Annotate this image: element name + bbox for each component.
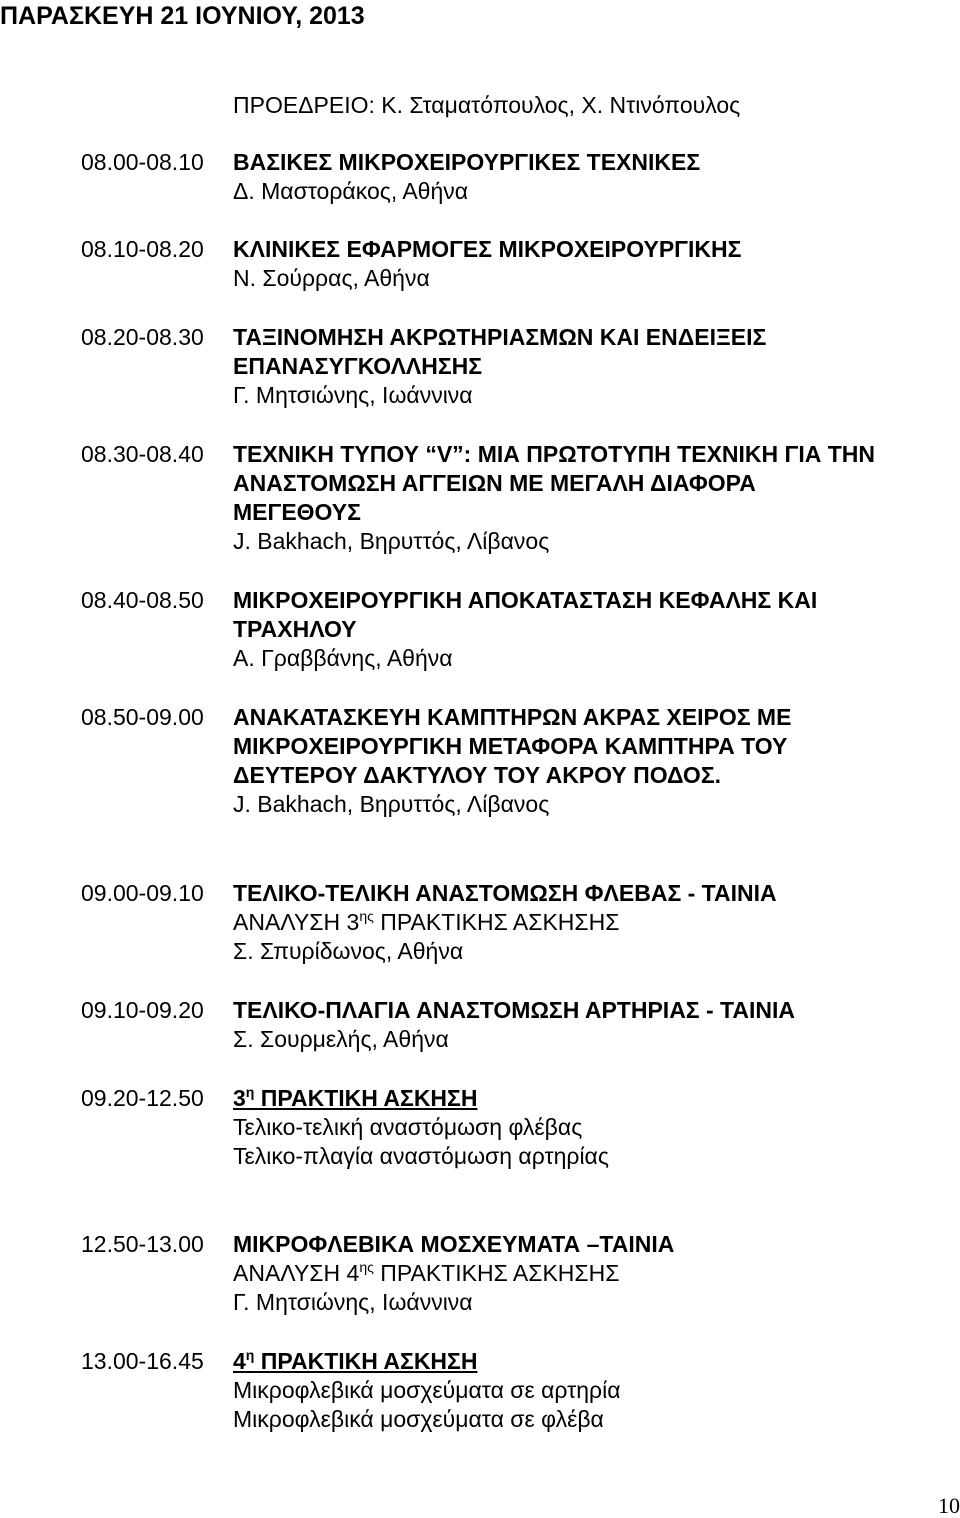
- entry-speaker: Σ. Σπυρίδωνος, Αθήνα: [233, 938, 464, 964]
- page-number: 10: [938, 1493, 960, 1518]
- entry-time: 13.00-16.45: [81, 1348, 204, 1374]
- entry-speaker: Α. Γραββάνης, Αθήνα: [233, 645, 453, 671]
- entry-speaker: Δ. Μαστοράκος, Αθήνα: [233, 178, 469, 204]
- entry-speaker: Γ. Μητσιώνης, Ιωάννινα: [233, 382, 473, 408]
- entry-time: 08.00-08.10: [81, 149, 204, 175]
- schedule-entry: [81, 148, 954, 206]
- schedule-entry: [81, 703, 954, 819]
- presidium-names: Κ. Σταματόπουλος, Χ. Ντινόπουλος: [374, 92, 741, 118]
- entry-title: ΤΑΞΙΝΟΜΗΣΗ ΑΚΡΩΤΗΡΙΑΣΜΩΝ ΚΑΙ ΕΝΔΕΙΞΕΙΣ: [233, 324, 767, 350]
- entry-title: ΜΙΚΡΟΦΛΕΒΙΚΑ ΜΟΣΧΕΥΜΑΤΑ –ΤΑΙΝΙΑ: [233, 1231, 675, 1257]
- schedule-entry: [81, 1084, 954, 1171]
- entry-item: Τελικο-πλαγία αναστόμωση αρτηρίας: [233, 1143, 609, 1169]
- presidium-separator: :: [368, 92, 375, 118]
- entry-title: ΑΝΑΚΑΤΑΣΚΕΥΗ ΚΑΜΠΤΗΡΩΝ ΑΚΡΑΣ ΧΕΙΡΟΣ ΜΕ: [233, 704, 792, 730]
- entry-speaker: Γ. Μητσιώνης, Ιωάννινα: [233, 1289, 473, 1315]
- entry-title: ΜΙΚΡΟΧΕΙΡΟΥΡΓΙΚΗ ΜΕΤΑΦΟΡΑ ΚΑΜΠΤΗΡΑ ΤΟΥ: [233, 733, 788, 759]
- page-title: ΠΑΡΑΣΚΕΥΗ 21 ΙΟΥΝΙΟΥ, 2013: [0, 2, 365, 30]
- entry-time: 09.20-12.50: [81, 1085, 204, 1111]
- entry-time: 08.20-08.30: [81, 324, 204, 350]
- entry-title: ΤΡΑΧΗΛΟΥ: [233, 616, 357, 642]
- entry-speaker: J. Bakhach, Βηρυττός, Λίβανος: [233, 528, 550, 554]
- entry-title: ΚΛΙΝΙΚΕΣ ΕΦΑΡΜΟΓΕΣ ΜΙΚΡΟΧΕΙΡΟΥΡΓΙΚΗΣ: [233, 236, 742, 262]
- entry-title: ΒΑΣΙΚΕΣ ΜΙΚΡΟΧΕΙΡΟΥΡΓΙΚΕΣ ΤΕΧΝΙΚΕΣ: [233, 149, 701, 175]
- schedule-entry: [81, 1230, 954, 1317]
- schedule-entry: [81, 1347, 954, 1434]
- entry-title: ΤΕΛΙΚΟ-ΤΕΛΙΚΗ ΑΝΑΣΤΟΜΩΣΗ ΦΛΕΒΑΣ - ΤΑΙΝΙΑ: [233, 880, 777, 906]
- entry-speaker: Ν. Σούρρας, Αθήνα: [233, 265, 430, 291]
- entry-time: 08.30-08.40: [81, 441, 204, 467]
- schedule-entry: [81, 440, 954, 556]
- entry-item: Μικροφλεβικά μοσχεύματα σε φλέβα: [233, 1406, 604, 1432]
- entry-item: Τελικο-τελική αναστόμωση φλέβας: [233, 1114, 583, 1140]
- entry-title: ΜΕΓΕΘΟΥΣ: [233, 499, 361, 525]
- entry-time: 08.50-09.00: [81, 704, 204, 730]
- presidium: [233, 90, 740, 120]
- schedule-entry: [81, 586, 954, 673]
- schedule-entry: [81, 323, 954, 410]
- entry-time: 09.10-09.20: [81, 997, 204, 1023]
- entry-title: ΕΠΑΝΑΣΥΓΚΟΛΛΗΣΗΣ: [233, 353, 483, 379]
- schedule-entry: [81, 235, 954, 293]
- entry-practical-title: $4^\eta$ ΠΡΑΚΤΙΚΗ ΑΣΚΗΣΗ: [233, 1347, 478, 1374]
- entry-time: 09.00-09.10: [81, 880, 204, 906]
- presidium-label: ΠΡΟΕΔΡΕΙΟ: [233, 92, 369, 118]
- schedule-entry: [81, 996, 954, 1054]
- entry-title: ΔΕΥΤΕΡΟΥ ΔΑΚΤΥΛΟΥ ΤΟΥ ΑΚΡΟΥ ΠΟΔΟΣ.: [233, 762, 722, 788]
- entry-title: ΤΕΛΙΚΟ-ΠΛΑΓΙΑ ΑΝΑΣΤΟΜΩΣΗ ΑΡΤΗΡΙΑΣ - ΤΑΙΝΙΑ: [233, 997, 795, 1023]
- schedule-entry: [81, 879, 954, 966]
- entry-analysis: ΑΝΑΛΥΣΗ $3^{\eta\varsigma}$ ΠΡΑΚΤΙΚΗΣ ΑΣΚΗΣΗΣ: [233, 908, 620, 935]
- entry-analysis: ΑΝΑΛΥΣΗ $4^{\eta\varsigma}$ ΠΡΑΚΤΙΚΗΣ ΑΣΚΗΣΗΣ: [233, 1259, 620, 1286]
- entry-time: 08.40-08.50: [81, 587, 204, 613]
- entry-title: ΑΝΑΣΤΟΜΩΣΗ ΑΓΓΕΙΩΝ ΜΕ ΜΕΓΑΛΗ ΔΙΑΦΟΡΑ: [233, 470, 756, 496]
- entry-time: 12.50-13.00: [81, 1231, 204, 1257]
- entry-item: Μικροφλεβικά μοσχεύματα σε αρτηρία: [233, 1377, 621, 1403]
- entry-speaker: Σ. Σουρμελής, Αθήνα: [233, 1026, 449, 1052]
- entry-practical-title: $3^\eta$ ΠΡΑΚΤΙΚΗ ΑΣΚΗΣΗ: [233, 1084, 478, 1111]
- entry-speaker: J. Bakhach, Βηρυττός, Λίβανος: [233, 791, 550, 817]
- entry-time: 08.10-08.20: [81, 236, 204, 262]
- entry-title: ΜΙΚΡΟΧΕΙΡΟΥΡΓΙΚΗ ΑΠΟΚΑΤΑΣΤΑΣΗ ΚΕΦΑΛΗΣ ΚΑΙ: [233, 587, 818, 613]
- entry-title: ΤΕΧΝΙΚΗ ΤΥΠΟΥ “V”: ΜΙΑ ΠΡΩΤΟΤΥΠΗ ΤΕΧΝΙΚΗ ΓΙΑ ΤΗΝ: [233, 441, 876, 467]
